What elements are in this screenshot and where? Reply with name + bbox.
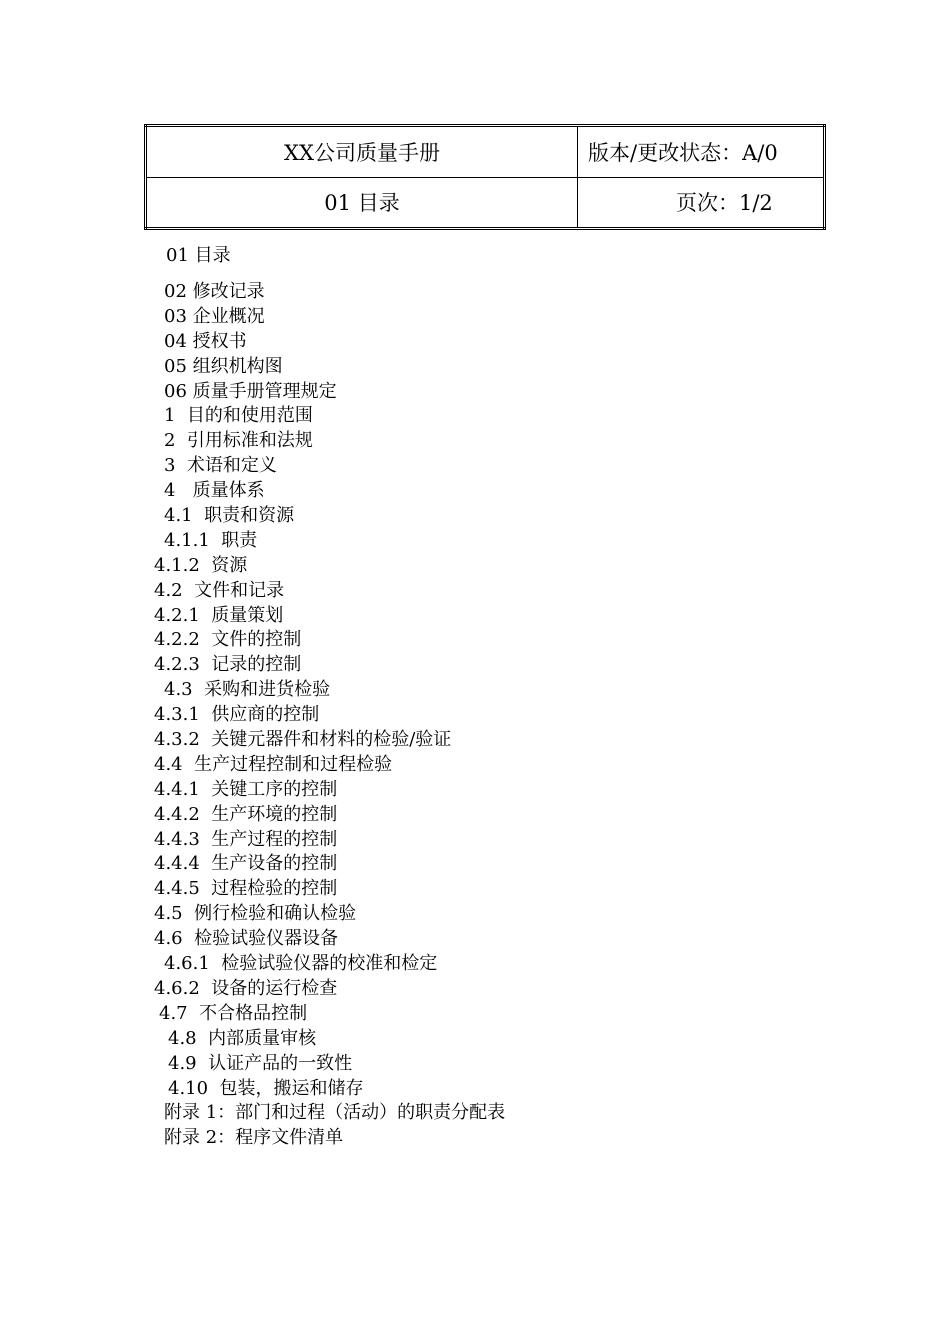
manual-title: XX公司质量手册 [146,126,578,178]
toc-item: 4.3.2 关键元器件和材料的检验/验证 [154,729,452,751]
document-header-table [144,124,826,230]
toc-item: 4.2.1 质量策划 [154,604,284,626]
toc-item: 附录 1：部门和过程（活动）的职责分配表 [164,1102,506,1124]
toc-item: 4.7 不合格品控制 [159,1002,308,1024]
toc-item: 4 质量体系 [164,480,265,502]
header-row-top [146,126,825,178]
toc-item: 4.2.3 记录的控制 [154,654,302,676]
toc-item: 3 术语和定义 [164,455,277,477]
toc-item: 4.4.5 过程检验的控制 [154,878,338,900]
header-row-bottom [146,177,825,229]
toc-item: 4.3 采购和进货检验 [164,679,331,701]
page-number: 页次：1/2 [578,177,825,229]
toc-item: 附录 2：程序文件清单 [164,1127,344,1149]
toc-item: 4.6.1 检验试验仪器的校准和检定 [164,953,438,975]
toc-item: 04 授权书 [164,330,247,352]
toc-item: 4.1 职责和资源 [164,505,295,527]
toc-item: 4.3.1 供应商的控制 [154,704,320,726]
toc-item: 4.2 文件和记录 [154,579,285,601]
toc-item: 4.4.1 关键工序的控制 [154,778,338,800]
toc-item: 4.1.1 职责 [164,529,258,551]
toc-item: 4.4.4 生产设备的控制 [154,853,338,875]
toc-item: 02 修改记录 [164,281,265,302]
section-title: 01 目录 [146,177,578,229]
toc-item: 4.6.2 设备的运行检查 [154,977,338,999]
table-of-contents [0,280,505,1151]
toc-item: 4.1.2 资源 [154,554,248,576]
toc-item: 4.4 生产过程控制和过程检验 [154,753,393,775]
toc-item: 4.4.3 生产过程的控制 [154,828,338,850]
toc-item: 2 引用标准和法规 [164,430,313,452]
toc-item: 06 质量手册管理规定 [164,380,337,402]
toc-item: 4.9 认证产品的一致性 [168,1052,353,1074]
toc-item: 03 企业概况 [164,305,265,327]
toc-item: 4.6 检验试验仪器设备 [154,928,339,950]
toc-item: 4.4.2 生产环境的控制 [154,803,338,825]
toc-item: 4.8 内部质量审核 [168,1027,317,1049]
toc-item: 05 组织机构图 [164,355,283,377]
toc-item: 1 目的和使用范围 [164,405,313,427]
version-status: 版本/更改状态：A/0 [578,126,825,178]
toc-item: 4.5 例行检验和确认检验 [154,903,357,925]
toc-item: 4.2.2 文件的控制 [154,629,302,651]
toc-heading: 01 目录 [166,245,231,266]
toc-item: 4.10 包装，搬运和储存 [168,1077,364,1099]
